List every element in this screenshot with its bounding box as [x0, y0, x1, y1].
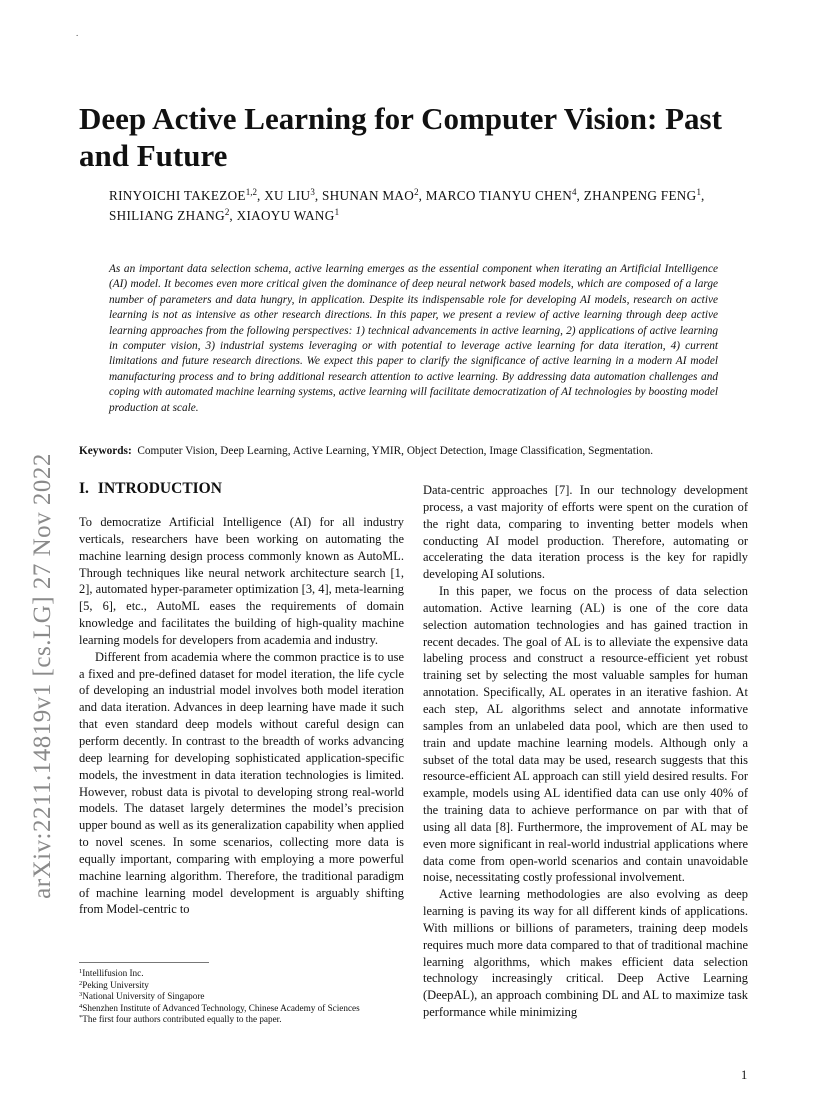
- footnote-text: Shenzhen Institute of Advanced Technology, Chinese Academy of Sciences: [82, 1002, 360, 1013]
- section-title: INTRODUCTION: [97, 480, 222, 497]
- author-affiliation-mark: 1: [334, 207, 340, 217]
- footnote-text: National University of Singapore: [82, 991, 205, 1002]
- footnote-mark: 4: [79, 1002, 83, 1010]
- author-name: SHILIANG ZHANG: [109, 208, 225, 223]
- page-number: 1: [741, 1068, 748, 1082]
- footnote-mark: *: [79, 1014, 83, 1022]
- footnote: [79, 1003, 409, 1015]
- body-paragraph: Active learning methodologies are also evolving as deep learning is paving its way for all different kinds of applications. With millions or billions of parameters, training deep models requires much more data compared to that of traditional machine learning algorithms, which makes efficient data selection technology increasingly critical. Deep Active Learning (DeepAL), an approach combining DL and AL to maximize task performance while minimizing: [423, 887, 748, 1020]
- footnote-mark: 2: [79, 979, 83, 987]
- footnote-text: Peking University: [82, 979, 149, 990]
- footnotes: [79, 968, 409, 1026]
- footnote-text: Intellifusion Inc.: [82, 968, 144, 978]
- author-separator: ,: [576, 188, 584, 203]
- paper-title: Deep Active Learning for Computer Vision: Past and Future: [79, 101, 722, 173]
- footnote: [79, 980, 409, 992]
- author-affiliation-mark: 4: [572, 187, 577, 197]
- keywords-text: Computer Vision, Deep Learning, Active Learning, YMIR, Object Detection, Image Classification, Segmentation.: [137, 445, 654, 457]
- keywords-line: [79, 443, 759, 459]
- author-separator: ,: [700, 188, 705, 203]
- body-paragraph: To democratize Artificial Intelligence (AI) for all industry verticals, researchers have been working on automating the machine learning design process commonly known as AutoML. Through techniques like neural network architecture search [1, 2], automated hyper-parameter optimization [3, 4], meta-learning [5, 6], etc., AutoML eases the requirements of domain knowledge and facilitates the building of high-quality machine learning models for developers from academia and industry.: [79, 515, 404, 647]
- section-heading: [79, 479, 404, 499]
- author-affiliation-mark: 1: [696, 187, 701, 197]
- footnote: [79, 991, 409, 1003]
- author-name: XU LIU: [264, 188, 311, 203]
- footnote: [79, 968, 409, 980]
- section-number: I.: [79, 480, 89, 497]
- author-name: SHUNAN MAO: [322, 188, 415, 203]
- footnote-text: The first four authors contributed equally to the paper.: [82, 1014, 282, 1025]
- body-paragraph: Data-centric approaches [7]. In our technology development process, a vast majority of efforts were spent on the curation of the right data, comparing to inventing better models when conducting AI model production. Therefore, automating or accelerating the data iteration process is the key for rapidly developing AI solutions.: [423, 483, 748, 582]
- keywords-label: Keywords:: [79, 445, 132, 457]
- author-affiliation-mark: 2: [414, 187, 419, 197]
- author-name: XIAOYU WANG: [236, 208, 335, 223]
- body-paragraph: Different from academia where the common practice is to use a fixed and pre-defined dataset for model iteration, the life cycle of developing an industrial model involves both model iteration and data iteration. Advances in deep learning have made it such that even standard deep models without careful design can perform decently. In contrast to the breadth of works advancing deep learning for developing sophisticated application-specific models, the investment in data iteration technologies is limited. However, robust data is pivotal to developing strong real-world models. The dataset largely determines the model’s precision upper bound as well as its generalization capability when applied to novel scenes. In some scenarios, collecting more data is equally important, comparing with employing a more powerful machine learning algorithm. Therefore, the traditional paradigm of machine learning model development is arguably shifting from Model-centric to: [79, 649, 404, 917]
- author-separator: ,: [418, 188, 426, 203]
- left-column: [79, 479, 404, 918]
- footnote-mark: 3: [79, 991, 83, 999]
- abstract: As an important data selection schema, active learning emerges as the essential component when iterating an Artificial Intelligence (AI) model. It becomes even more critical given the dominance of deep neural network based models, which are composed of a large number of parameters and data hungry, in application. Despite its indispensable role for developing AI models, research on active learning is not as intensive as other research directions. In this paper, we present a review of active learning through deep active learning approaches from the following perspectives: 1) technical advancements in active learning, 2) applications of active learning in computer vision, 3) industrial systems leveraging or with potential to leverage active learning for data iteration, 4) current limitations and future research directions. We expect this paper to clarify the significance of active learning in a modern AI model manufacturing process and to bring additional research attention to active learning. By addressing data automation challenges and coping with automated machine learning systems, active learning will facilitate democratization of AI technologies by boosting model production at scale.: [109, 263, 718, 414]
- author-name: RINYOICHI TAKEZOE: [109, 188, 246, 203]
- author-name: ZHANPENG FENG: [583, 188, 697, 203]
- footnote-rule: [79, 962, 209, 963]
- author-affiliation-mark: 2: [224, 207, 230, 217]
- body-paragraph: In this paper, we focus on the process of data selection automation. Active learning (AL) is one of the core data selection automation technologies and has gained traction in recent decades. The goal of AL is to alleviate the expensive data labeling process and construct a resource-efficient yet robust training set by selecting the most valuable samples for human annotation. Specifically, AL operates in an iterative fashion. At each step, AL algorithms select and annotate informative samples from an unlabeled data pool, which are then used to train and update machine learning models. Although only a subset of the total data may be used, research suggests that this resource-efficient AL approach can still yield desired results. For example, models using AL identified data can use only 40% of the training data to achieve performance on par with that of using all data [8]. Furthermore, the improvement of AL may be even more significant in real-world industrial applications where data come from open-world scenarios and contain unavoidable noise, necessitating costly professional involvement.: [423, 584, 748, 885]
- header-dot: .: [76, 28, 79, 38]
- author-list: [109, 186, 749, 226]
- author-name: MARCO TIANYU CHEN: [425, 188, 573, 203]
- author-separator: ,: [314, 188, 323, 203]
- author-separator: ,: [229, 208, 237, 223]
- author-separator: ,: [257, 188, 265, 203]
- right-column: [423, 482, 748, 1021]
- author-affiliation-mark: 1,2: [245, 187, 258, 197]
- author-affiliation-mark: 3: [310, 187, 315, 197]
- footnote-mark: 1: [79, 968, 83, 975]
- footnote: [79, 1014, 409, 1026]
- arxiv-identifier-stamp: arXiv:2211.14819v1 [cs.LG] 27 Nov 2022: [29, 453, 56, 899]
